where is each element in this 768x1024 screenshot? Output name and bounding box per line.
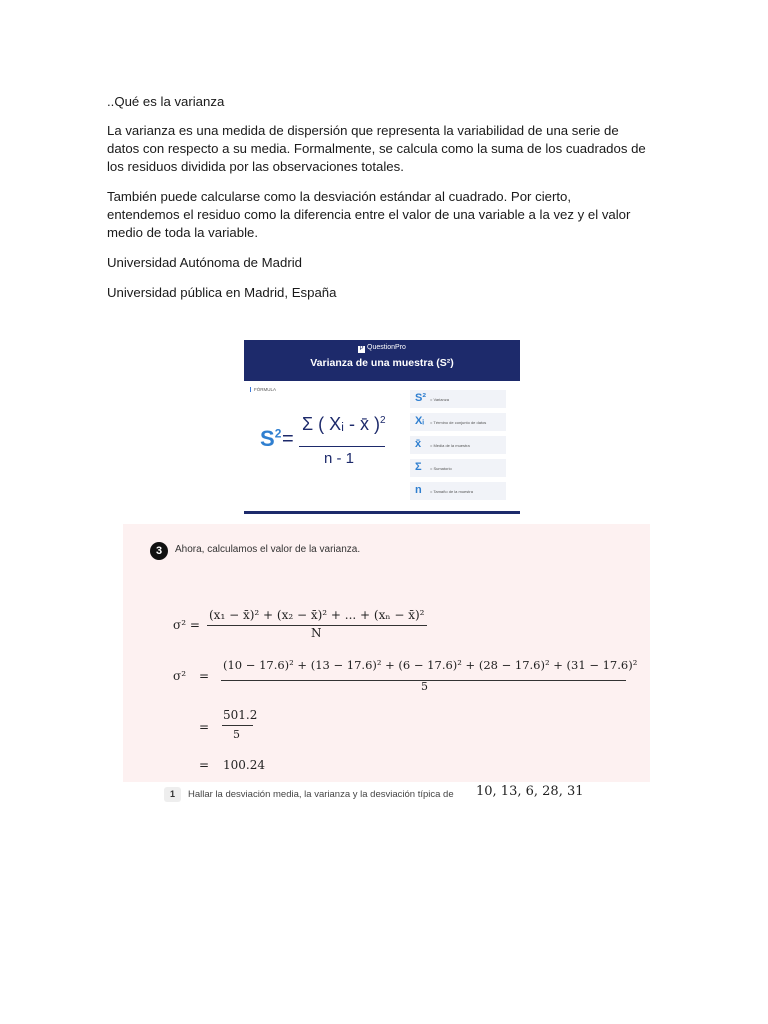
card-title: Varianza de una muestra (S²) — [310, 357, 454, 369]
formula-tag: FÓRMULA — [250, 387, 276, 392]
formula2-equals: = — [199, 669, 210, 683]
formula-equals: = — [282, 428, 294, 450]
formula-lhs: $S^2$ — [260, 426, 282, 451]
formula1-denominator: N — [311, 626, 322, 640]
step-text: Ahora, calculamos el valor de la varianza. — [175, 544, 361, 555]
legend-item-varianza: S² = Varianza — [410, 390, 506, 408]
formula3-numerator: 501.2 — [223, 708, 258, 722]
exercise-number-badge: 1 — [164, 787, 181, 802]
step-panel — [123, 524, 650, 782]
formula2-numerator: (10 − 17.6)² + (13 − 17.6)² + (6 − 17.6)² + (28 − 17.6)² + (31 − 17.6)² — [223, 658, 638, 672]
step-number-badge: 3 — [150, 542, 168, 560]
formula3-equals: = — [199, 720, 210, 734]
formula2-denominator: 5 — [421, 680, 428, 693]
paragraph-residuo: También puede calcularse como la desviación estándar al cuadrado. Por cierto, entendemos el residuo como la diferencia entre el valor de una variable a la vez y el valor medio de toda la variable. — [107, 189, 631, 240]
variance-result: 100.24 — [223, 758, 265, 772]
legend-item-media: x̄ = Media de la muestra — [410, 436, 506, 454]
legend-item-termino: Xᵢ = Término de conjunto de datos — [410, 413, 506, 431]
card-header — [244, 340, 520, 381]
formula1-lhs: σ² = — [173, 618, 200, 632]
exercise-values: 10, 13, 6, 28, 31 — [476, 784, 584, 799]
legend-item-tamano: n = Tamaño de la muestra — [410, 482, 506, 500]
university-description: Universidad pública en Madrid, España — [107, 285, 337, 300]
fraction-bar — [299, 446, 385, 447]
formula2-lhs: σ² — [173, 669, 187, 683]
formula-numerator: Σ ( Xᵢ - x̄ )$^2$ — [302, 414, 386, 434]
legend-item-sumatorio: Σ = Sumatorio — [410, 459, 506, 477]
formula1-numerator: (x₁ − x̄)² + (x₂ − x̄)² + ... + (xₙ − x̄)² — [209, 608, 425, 622]
questionpro-logo: P QuestionPro — [359, 344, 406, 352]
paragraph-definition: La varianza es una medida de dispersión que representa la variabilidad de una serie de datos con respecto a su media. Formalmente, se calcula como la suma de los cuadrados de los residuos dividida por las observaciones totales. — [107, 123, 646, 174]
formula3-fraction-bar — [222, 725, 253, 726]
exercise-text: Hallar la desviación media, la varianza y la desviación típica de — [188, 789, 454, 800]
card-bottom-bar — [244, 511, 520, 514]
result-equals: = — [199, 758, 210, 772]
formula-denominator: n - 1 — [324, 450, 355, 467]
formula3-denominator: 5 — [233, 728, 240, 741]
variance-formula-card — [244, 340, 520, 514]
university-name: Universidad Autónoma de Madrid — [107, 255, 302, 270]
heading: ..Qué es la varianza — [107, 94, 225, 109]
